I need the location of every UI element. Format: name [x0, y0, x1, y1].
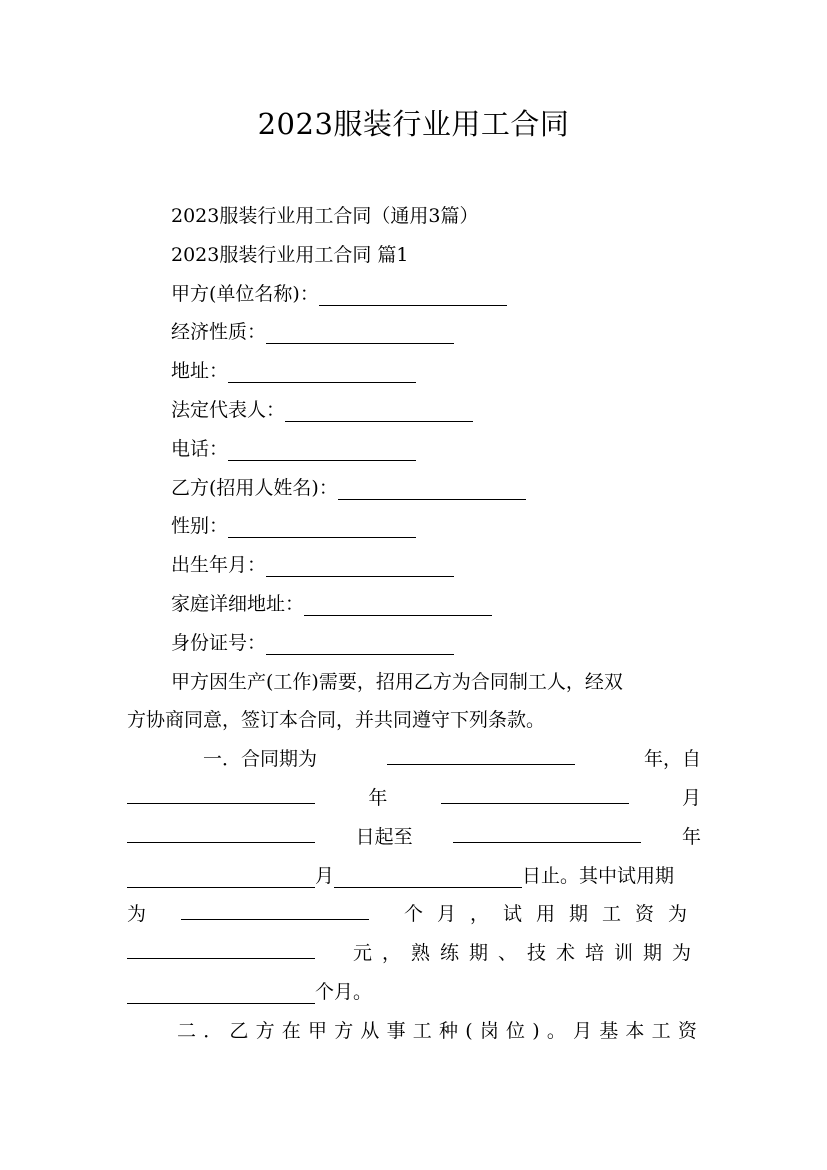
contract-body: [127, 197, 705, 1051]
home-label: 家庭详细地址：: [171, 592, 305, 615]
clause1-line-6: [127, 934, 701, 973]
clause1-text: 年: [681, 825, 701, 848]
address-blank: [228, 381, 416, 383]
clause1-text: 月: [681, 786, 701, 809]
home-line: [127, 585, 701, 624]
clause1-line-3: [127, 818, 701, 857]
party-b-blank: [338, 498, 526, 500]
clause1-line-7: [127, 973, 701, 1012]
party-a-line: [127, 275, 701, 314]
clause1-text: 个月，试用期工资为: [403, 903, 701, 926]
end-year-blank: [453, 841, 641, 843]
clause1-text: 月: [315, 864, 335, 887]
paragraph-line-1: 甲方因生产(工作)需要，招用乙方为合同制工人，经双: [171, 670, 623, 693]
clause1-text: 元，熟练期、技术培训期为: [352, 942, 701, 965]
nature-blank: [266, 342, 454, 344]
clause1-text: 个月。: [315, 980, 373, 1003]
nature-line: [127, 313, 701, 352]
idno-blank: [266, 653, 454, 655]
phone-blank: [228, 459, 416, 461]
trial-months-blank: [181, 918, 369, 920]
birth-line: [127, 546, 701, 585]
rep-line: [127, 391, 701, 430]
phone-label: 电话：: [171, 437, 229, 460]
term-years-blank: [387, 763, 575, 765]
clause1-line-5: [127, 895, 701, 934]
gender-line: [127, 507, 701, 546]
clause1-text: 日起至: [355, 825, 413, 848]
home-blank: [304, 614, 492, 616]
start-month-blank: [441, 802, 629, 804]
clause1-line-4: [127, 857, 701, 896]
end-month-blank: [127, 886, 315, 888]
gender-label: 性别：: [171, 515, 229, 538]
start-year-blank: [127, 802, 315, 804]
nature-label: 经济性质：: [171, 321, 267, 344]
section-heading: 2023服装行业用工合同 篇1: [171, 243, 409, 266]
clause1-line-1: [127, 740, 701, 779]
subtitle-line: 2023服装行业用工合同（通用3篇）: [171, 205, 479, 227]
clause1-text: 日止。其中试用期: [522, 864, 675, 887]
clause2-line-1: 二．乙方在甲方从事工种(岗位)。月基本工资: [177, 1019, 705, 1042]
document-title: 2023服装行业用工合同: [257, 107, 570, 141]
birth-blank: [266, 575, 454, 577]
clause1-text: 年，自: [643, 748, 701, 771]
party-b-label: 乙方(招用人姓名)：: [171, 476, 338, 499]
party-b-line: [127, 469, 701, 508]
start-day-blank: [127, 841, 315, 843]
phone-line: [127, 430, 701, 469]
rep-label: 法定代表人：: [171, 398, 286, 421]
clause1-line-2: [127, 779, 701, 818]
training-months-blank: [127, 1002, 315, 1004]
birth-label: 出生年月：: [171, 554, 267, 577]
address-label: 地址：: [171, 360, 229, 383]
clause1-text: 年: [368, 786, 388, 809]
party-a-blank: [319, 304, 507, 306]
clause1-text: 为: [127, 903, 147, 926]
idno-label: 身份证号：: [171, 631, 267, 654]
address-line: [127, 352, 701, 391]
rep-blank: [285, 420, 473, 422]
end-day-blank: [334, 886, 522, 888]
clause1-text: 一．合同期为: [203, 748, 318, 771]
trial-wage-blank: [127, 957, 315, 959]
idno-line: [127, 624, 701, 663]
gender-blank: [228, 536, 416, 538]
party-a-label: 甲方(单位名称)：: [171, 282, 319, 305]
paragraph-line-2: 方协商同意，签订本合同，并共同遵守下列条款。: [127, 709, 546, 732]
